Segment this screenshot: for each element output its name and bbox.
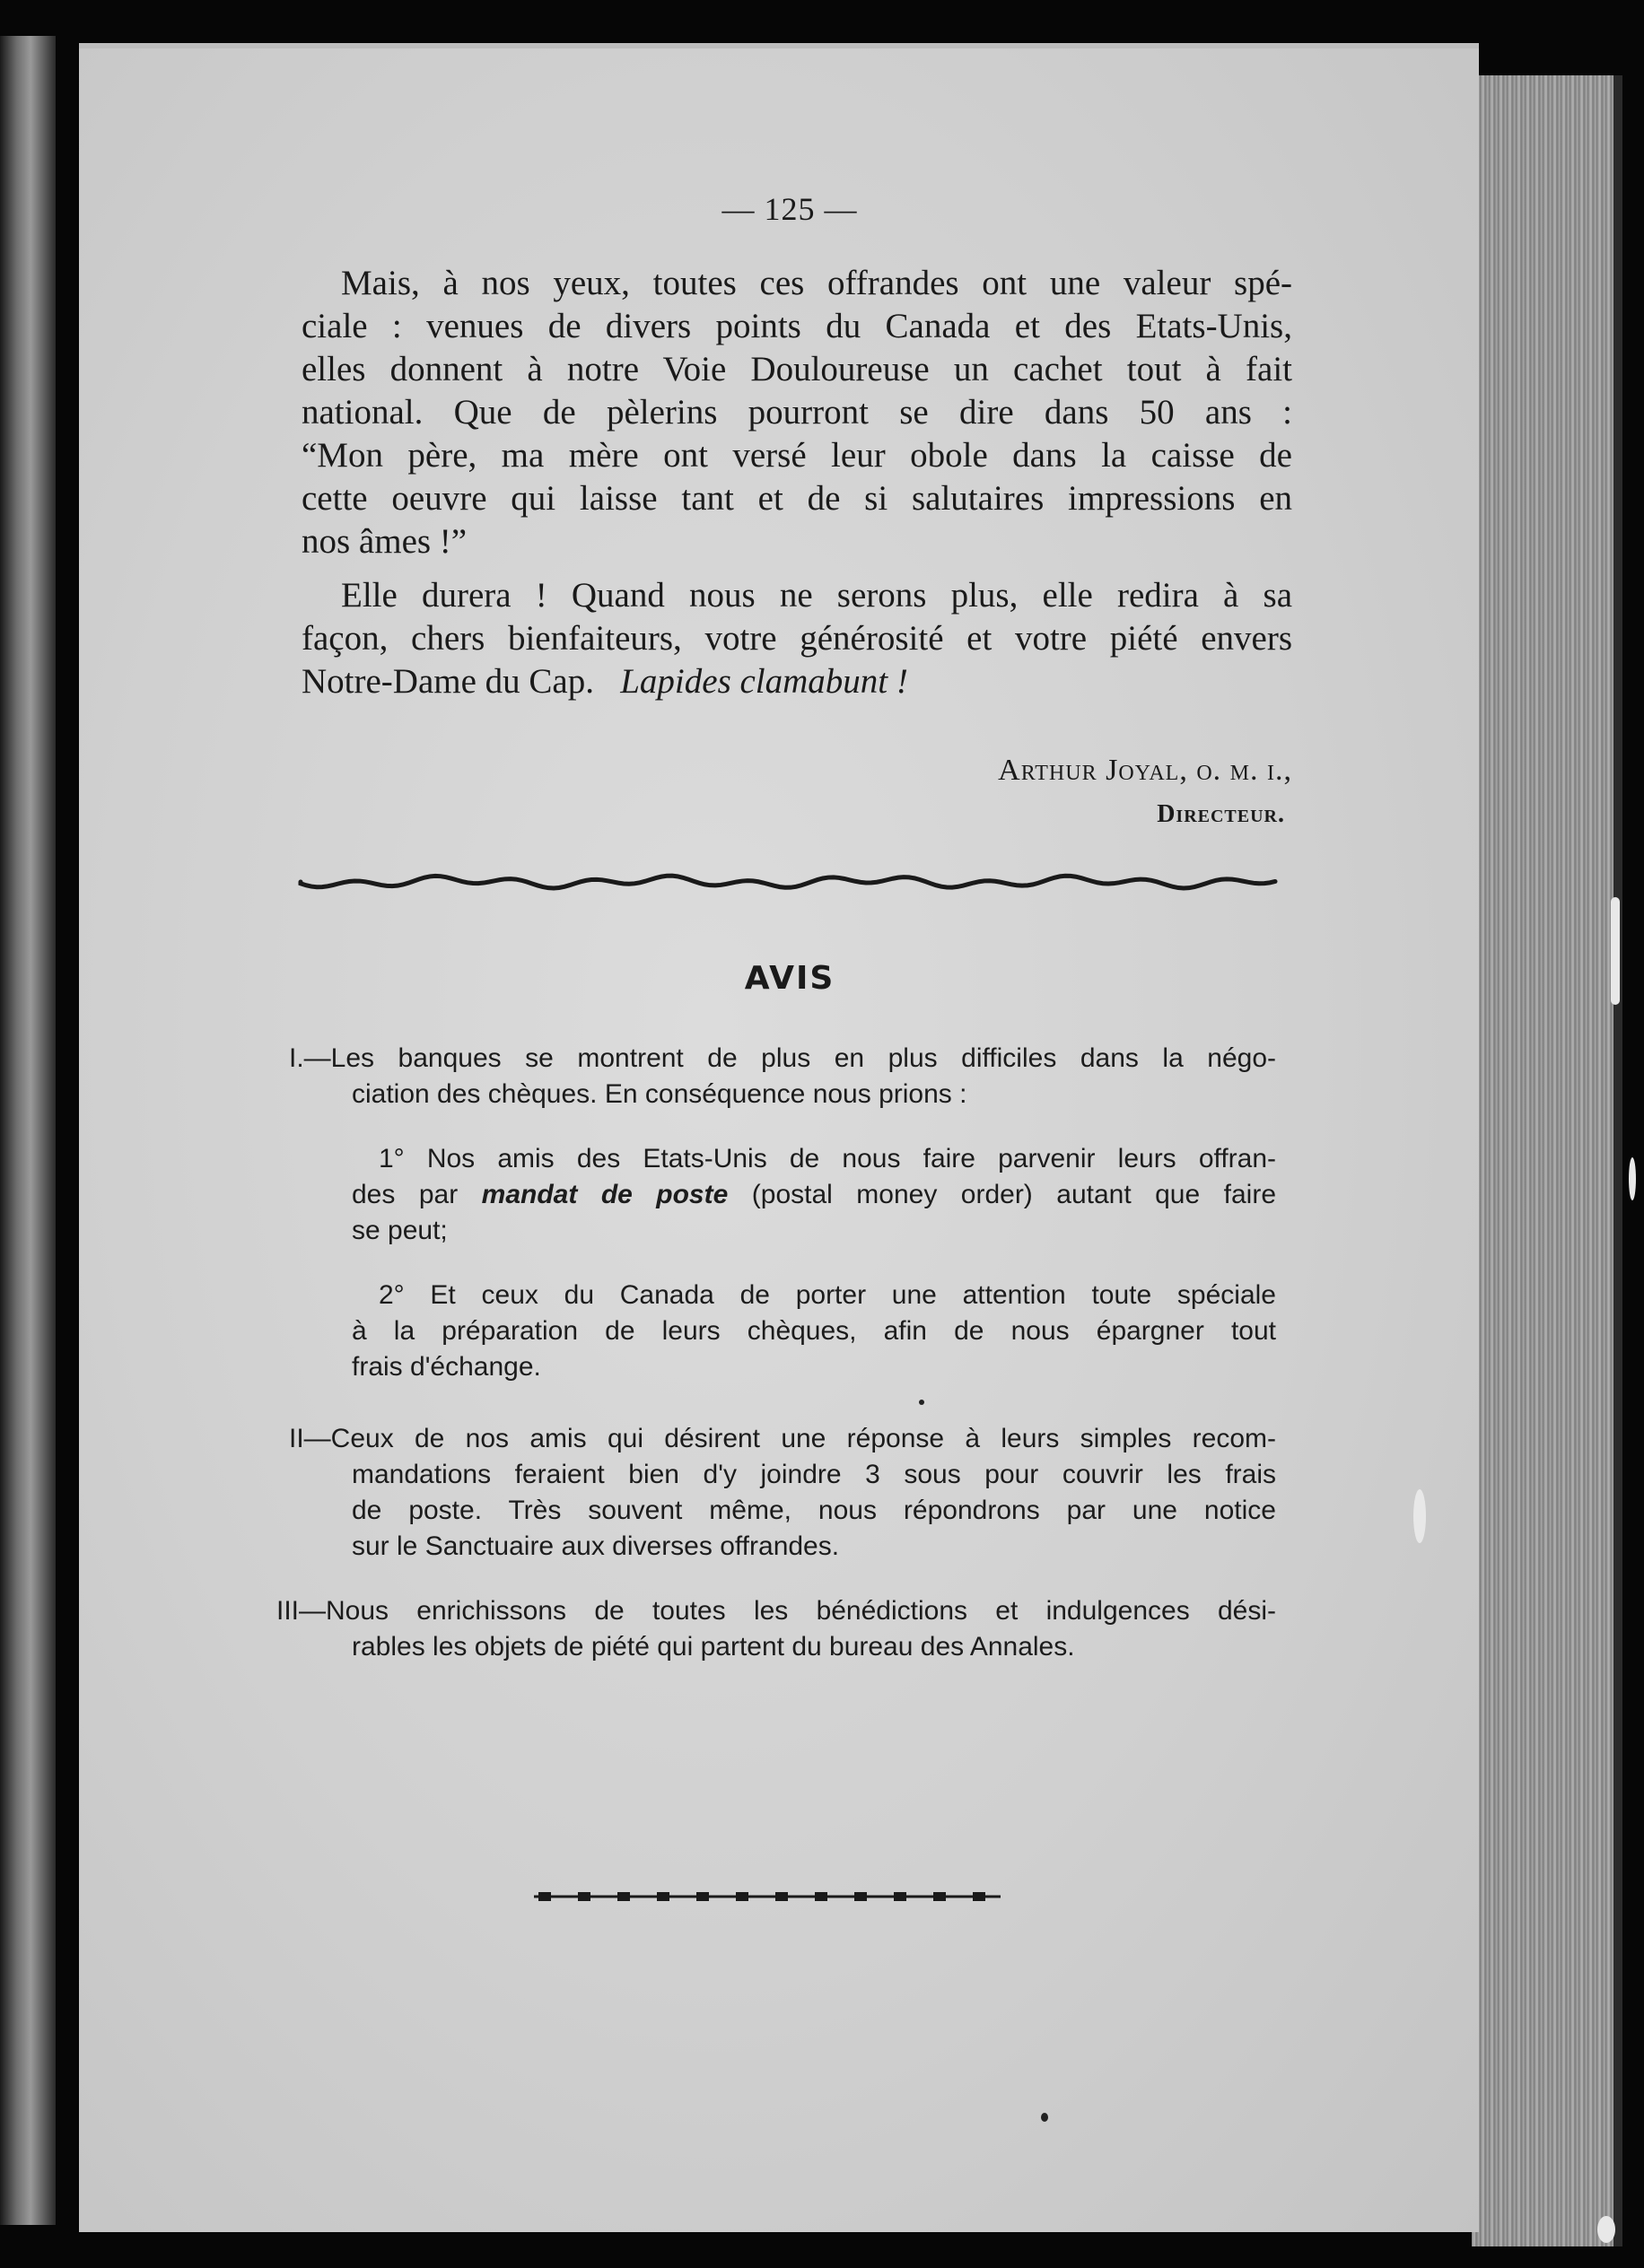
previous-page-edge — [0, 36, 56, 2225]
avis-sub2-line: à la préparation de leurs chèques, afin de nous épargner tout — [352, 1316, 1276, 1346]
avis-item2-line: de poste. Très souvent même, nous répondrons par une notice — [352, 1496, 1276, 1525]
ornament-dash — [973, 1892, 985, 1901]
dotted-divider-ornament — [529, 1888, 1005, 1906]
wavy-divider-ornament — [296, 859, 1283, 904]
avis-item2-line: sur le Sanctuaire aux diverses offrandes. — [352, 1531, 840, 1561]
avis-heading: AVIS — [744, 960, 835, 997]
ornament-dash — [815, 1892, 827, 1901]
mandat-de-poste: mandat de poste — [481, 1180, 729, 1209]
film-scratch — [1413, 1489, 1426, 1543]
ornament-dash — [578, 1892, 590, 1901]
avis-sub1-plain-a: des par — [352, 1180, 459, 1209]
signature-title: Directeur. — [1157, 800, 1285, 828]
film-speck — [919, 1400, 924, 1405]
ornament-dash — [696, 1892, 709, 1901]
film-scratch — [1611, 897, 1620, 1005]
paragraph1-line: cette oeuvre qui laisse tant et de si salutaires impressions en — [302, 479, 1292, 518]
ornament-dash — [775, 1892, 788, 1901]
paragraph1-line: “Mon père, ma mère ont versé leur obole dans la caisse de — [302, 436, 1292, 475]
avis-sub2-line: frais d'échange. — [352, 1352, 541, 1382]
paragraph2-line: façon, chers bienfaiteurs, votre générosité et votre piété envers — [302, 619, 1292, 658]
avis-item2-line: II—Ceux de nos amis qui désirent une réponse à leurs simples recom- — [289, 1424, 1276, 1453]
paragraph1-line: nos âmes !” — [302, 522, 468, 561]
avis-item3-line: rables les objets de piété qui partent du bureau des Annales. — [352, 1632, 1075, 1662]
paragraph2-line: Elle durera ! Quand nous ne serons plus, elle redira à sa — [341, 576, 1292, 615]
signature: Arthur Joyal, o. m. i., — [998, 754, 1292, 787]
paragraph1-line: ciale : venues de divers points du Canada et des Etats-Unis, — [302, 307, 1292, 345]
paragraph2-last-line — [302, 660, 1292, 703]
ornament-dash — [933, 1892, 946, 1901]
ornament-dash — [617, 1892, 630, 1901]
avis-item1-line: I.—Les banques se montrent de plus en plus difficiles dans la négo- — [289, 1043, 1276, 1073]
ornament-dash — [854, 1892, 867, 1901]
film-scratch — [1597, 2216, 1615, 2243]
paragraph1-line: national. Que de pèlerins pourront se dire dans 50 ans : — [302, 393, 1292, 432]
avis-item3-line: III—Nous enrichissons de toutes les bénédictions et indulgences dési- — [276, 1596, 1276, 1626]
avis-sub1-plain-b: (postal money order) autant que faire — [751, 1180, 1276, 1209]
avis-sub1-line — [352, 1177, 1276, 1213]
page-number: — 125 — — [721, 191, 858, 227]
avis-item2-line: mandations feraient bien d'y joindre 3 sous pour couvrir les frais — [352, 1460, 1276, 1489]
film-scratch — [1629, 1157, 1636, 1200]
ornament-dash — [657, 1892, 669, 1901]
avis-sub2-line: 2° Et ceux du Canada de porter une attention toute spéciale — [379, 1280, 1276, 1310]
avis-sub1-line: se peut; — [352, 1216, 448, 1245]
paragraph2-last-plain: Notre-Dame du Cap. — [302, 662, 594, 701]
paragraph1-line: Mais, à nos yeux, toutes ces offrandes ont une valeur spé- — [341, 264, 1292, 302]
ornament-dash — [894, 1892, 906, 1901]
paragraph1-line: elles donnent à notre Voie Douloureuse un cachet tout à fait — [302, 350, 1292, 388]
avis-item1-line: ciation des chèques. En conséquence nous prions : — [352, 1079, 967, 1109]
film-speck — [1041, 2113, 1048, 2122]
avis-sub1-line: 1° Nos amis des Etats-Unis de nous faire parvenir leurs offran- — [379, 1144, 1276, 1173]
ornament-dash — [736, 1892, 748, 1901]
ornament-dash — [538, 1892, 551, 1901]
lapides-clamabunt: Lapides clamabunt ! — [620, 662, 908, 701]
book-page-stack-edge — [1472, 75, 1622, 2246]
